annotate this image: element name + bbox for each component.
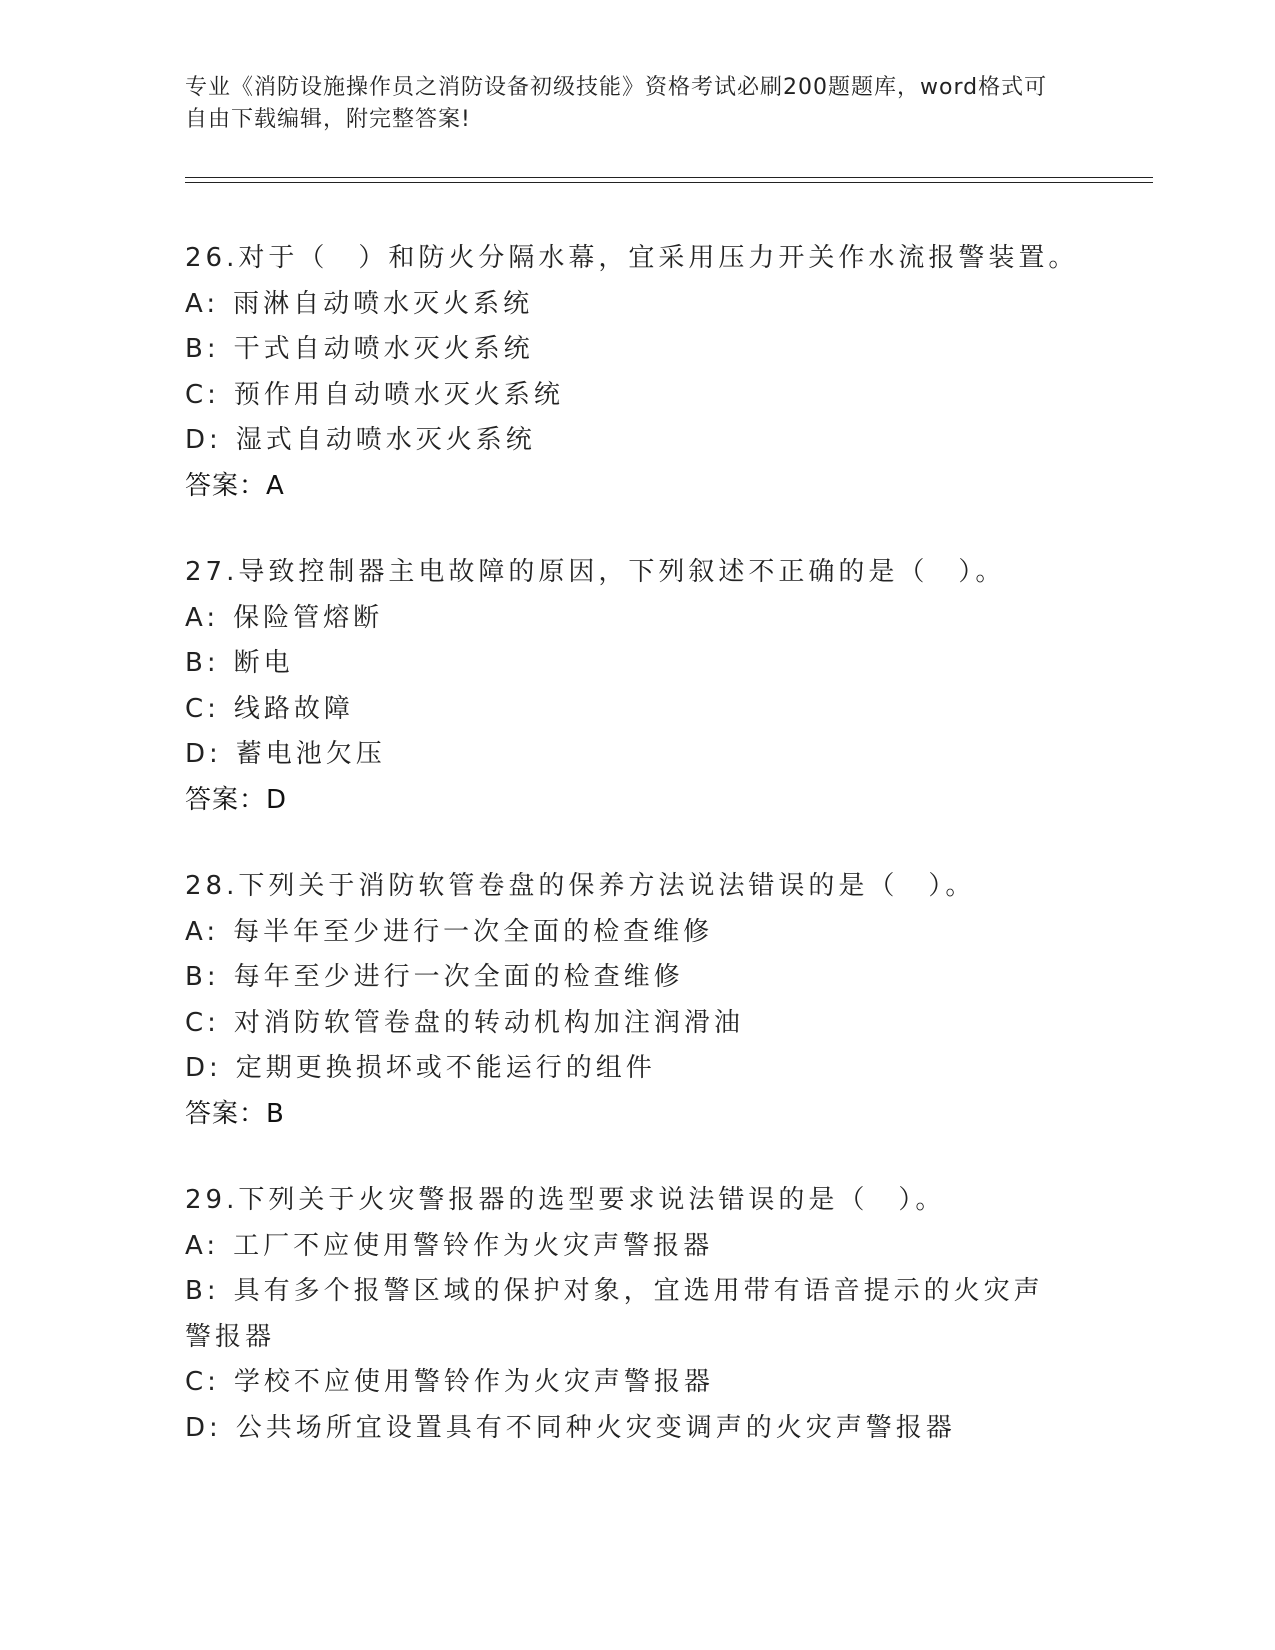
option-text: 定期更换损坏或不能运行的组件 [235, 1053, 656, 1083]
option-c [185, 1360, 1085, 1406]
question-number: 28 . [185, 871, 238, 901]
option-letter: D : [185, 1053, 236, 1083]
question-text: 下列关于消防软管卷盘的保养方法说法错误的是（ ）。 [238, 871, 976, 901]
document-header [185, 72, 1065, 136]
option-letter: A : [185, 1231, 233, 1261]
question-list [185, 236, 1085, 1492]
option-text: 学校不应使用警铃作为火灾声警报器 [233, 1367, 714, 1397]
option-a [185, 596, 1085, 642]
option-d [185, 418, 1085, 464]
header-divider-top [185, 177, 1153, 178]
option-text: 线路故障 [233, 693, 354, 724]
option-text: 湿式自动喷水灭火系统 [235, 425, 536, 455]
option-letter: B : [185, 962, 234, 992]
option-text: 预作用自动喷水灭火系统 [233, 379, 564, 410]
question-number: 26 . [185, 243, 238, 273]
option-letter: C : [185, 380, 234, 410]
question-27 [185, 550, 1085, 823]
question-29 [185, 1178, 1085, 1451]
option-letter: B : [185, 648, 234, 678]
option-b [185, 327, 1085, 373]
option-letter: B : [185, 334, 234, 364]
option-text: 断电 [233, 648, 294, 678]
option-letter: D : [185, 739, 236, 769]
question-stem [185, 864, 1085, 910]
option-a [185, 1224, 1085, 1270]
option-text: 保险管熔断 [233, 602, 384, 633]
option-text: 工厂不应使用警铃作为火灾声警报器 [233, 1230, 714, 1261]
option-b [185, 1269, 1065, 1360]
option-c [185, 1001, 1085, 1047]
option-text: 对消防软管卷盘的转动机构加注润滑油 [233, 1007, 744, 1038]
option-text: 蓄电池欠压 [235, 739, 386, 769]
question-26 [185, 236, 1085, 509]
option-b [185, 955, 1085, 1001]
option-letter: A : [185, 917, 233, 947]
option-c [185, 687, 1085, 733]
option-d [185, 1046, 1085, 1092]
question-stem [185, 1178, 1085, 1224]
option-a [185, 910, 1085, 956]
option-letter: D : [185, 1413, 236, 1443]
option-letter: A : [185, 603, 233, 633]
question-number: 29 . [185, 1185, 238, 1215]
option-d [185, 1406, 1085, 1452]
option-d [185, 732, 1085, 778]
option-letter: A : [185, 289, 233, 319]
option-text: 干式自动喷水灭火系统 [233, 334, 534, 364]
option-text: 具有多个报警区域的保护对象，宜选用带有语音提示的火灾声警报器 [185, 1276, 1044, 1352]
option-c [185, 373, 1085, 419]
header-text: 专业《消防设施操作员之消防设备初级技能》资格考试必刷200题题库，word格式可自由下载编辑，附完整答案! [185, 75, 1048, 132]
option-text: 公共场所宜设置具有不同种火灾变调声的火灾声警报器 [235, 1412, 956, 1443]
option-letter: D : [185, 425, 236, 455]
option-text: 每半年至少进行一次全面的检查维修 [233, 916, 714, 947]
option-b [185, 641, 1085, 687]
option-letter: C : [185, 694, 234, 724]
option-text: 每年至少进行一次全面的检查维修 [233, 962, 684, 992]
option-text: 雨淋自动喷水灭火系统 [233, 288, 534, 319]
question-28 [185, 864, 1085, 1137]
header-divider-bottom [185, 182, 1153, 183]
answer-label: 答案：A [185, 470, 285, 501]
answer-label: 答案：D [185, 784, 288, 815]
answer-label: 答案：B [185, 1098, 285, 1129]
option-letter: B : [185, 1276, 234, 1306]
question-text: 导致控制器主电故障的原因，下列叙述不正确的是（ ）。 [238, 557, 1006, 587]
question-stem [185, 550, 1085, 596]
question-number: 27 . [185, 557, 238, 587]
option-a [185, 282, 1085, 328]
question-text: 下列关于火灾警报器的选型要求说法错误的是（ ）。 [238, 1185, 946, 1215]
option-letter: C : [185, 1367, 234, 1397]
question-stem [185, 236, 1085, 282]
question-text: 对于（ ）和防火分隔水幕，宜采用压力开关作水流报警装置。 [238, 243, 1079, 273]
option-letter: C : [185, 1008, 234, 1038]
